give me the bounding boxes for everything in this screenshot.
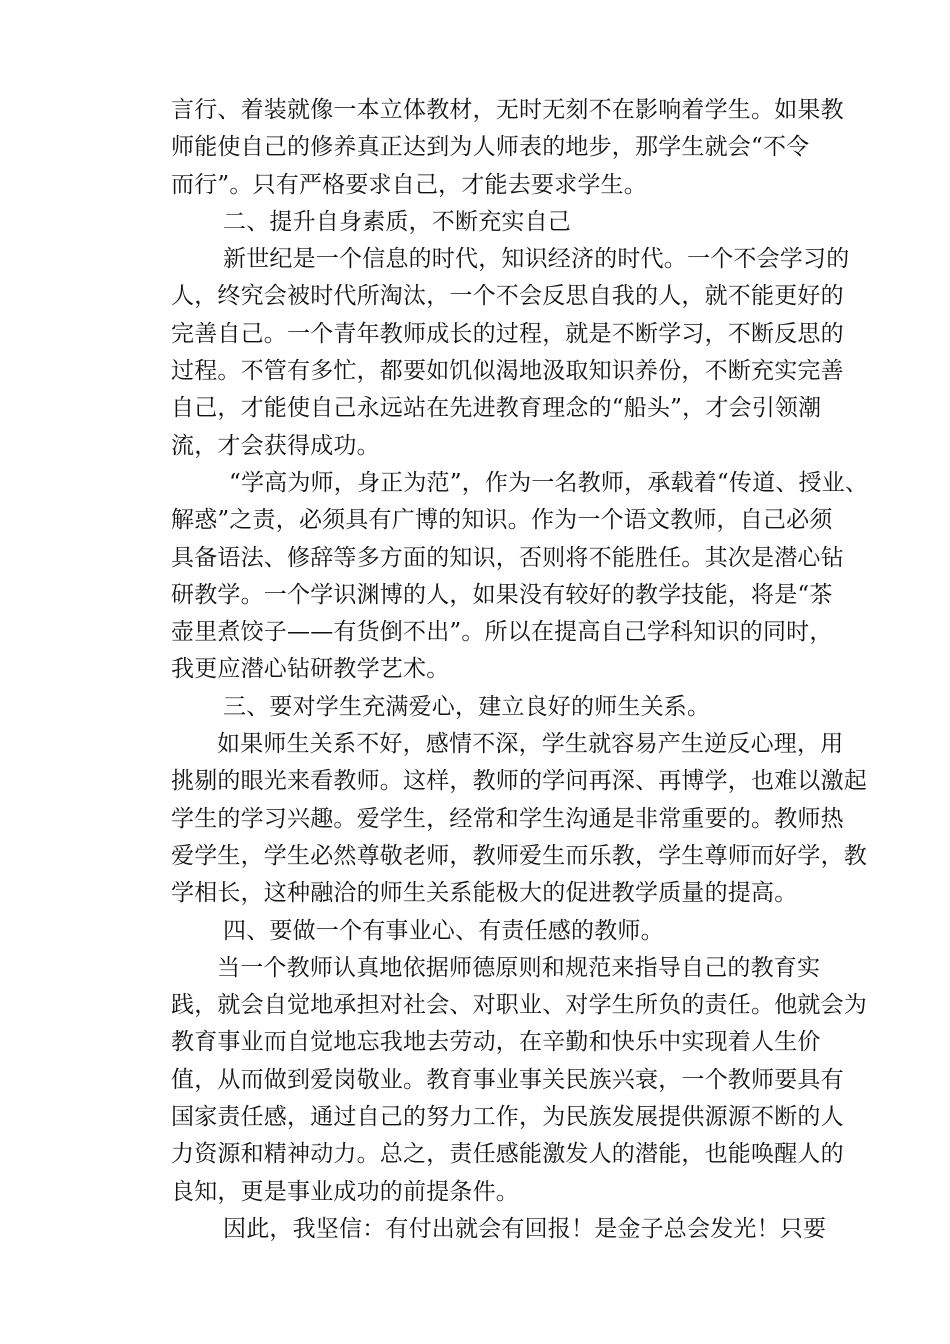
text-line: 师能使自己的修养真正达到为人师表的地步，那学生就会“不令 — [171, 134, 810, 161]
text-line: 流，才会获得成功。 — [171, 432, 380, 459]
text-line: 而行”。只有严格要求自己，才能去要求学生。 — [171, 171, 647, 198]
text-line: 爱学生，学生必然尊敬老师，教师爱生而乐教，学生尊师而好学，教 — [171, 842, 867, 869]
text-line: 因此，我坚信：有付出就会有回报！是金子总会发光！只要 — [223, 1215, 827, 1242]
text-line: 自己，才能使自己永远站在先进教育理念的“船头”，才会引领潮 — [171, 395, 822, 422]
text-line: 言行、着装就像一本立体教材，无时无刻不在影响着学生。如果教 — [171, 97, 844, 123]
text-line: 人，终究会被时代所淘汰，一个不会反思自我的人，就不能更好的 — [171, 283, 844, 310]
section-heading-3: 三、要对学生充满爱心，建立良好的师生关系。 — [223, 693, 711, 720]
text-line: 壶里煮饺子——有货倒不出”。所以在提高自己学科知识的同时， — [171, 619, 833, 646]
text-line: 如果师生关系不好，感情不深，学生就容易产生逆反心理，用 — [217, 731, 844, 758]
text-line: 挑剔的眼光来看教师。这样，教师的学问再深、再博学，也难以激起 — [171, 768, 867, 795]
text-line: 当一个教师认真地依据师德原则和规范来指导自己的教育实 — [217, 954, 821, 981]
text-line: 新世纪是一个信息的时代，知识经济的时代。一个不会学习的 — [223, 246, 850, 273]
text-line: 我更应潜心钻研教学艺术。 — [171, 656, 450, 683]
section-heading-4: 四、要做一个有事业心、有责任感的教师。 — [223, 917, 664, 944]
text-line: 值，从而做到爱岗敬业。教育事业事关民族兴衰，一个教师要具有 — [171, 1066, 844, 1093]
text-line: 教育事业而自觉地忘我地去劳动，在辛勤和快乐中实现着人生价 — [171, 1029, 821, 1056]
body-text — [171, 92, 869, 1248]
text-line: 完善自己。一个青年教师成长的过程，就是不断学习，不断反思的 — [171, 320, 844, 347]
text-line: 学相长，这种融洽的师生关系能极大的促进教学质量的提高。 — [171, 880, 798, 907]
text-line: 力资源和精神动力。总之，责任感能激发人的潜能，也能唤醒人的 — [171, 1141, 844, 1168]
text-line: 具备语法、修辞等多方面的知识，否则将不能胜任。其次是潜心钻 — [171, 544, 844, 571]
text-line: 解惑”之责，必须具有广博的知识。作为一个语文教师，自己必须 — [171, 507, 833, 534]
section-heading-2: 二、提升自身素质，不断充实自己 — [223, 208, 571, 235]
text-line: 学生的学习兴趣。爱学生，经常和学生沟通是非常重要的。教师热 — [171, 805, 844, 832]
text-line: 践，就会自觉地承担对社会、对职业、对学生所负的责任。他就会为 — [171, 992, 867, 1019]
text-line: 研教学。一个学识渊博的人，如果没有较好的教学技能，将是“茶 — [171, 581, 833, 608]
text-line: 国家责任感，通过自己的努力工作，为民族发展提供源源不断的人 — [171, 1104, 844, 1131]
text-line: 良知，更是事业成功的前提条件。 — [171, 1178, 519, 1205]
text-line: “学高为师，身正为范”，作为一名教师，承载着“传道、授业、 — [229, 469, 869, 496]
text-line: 过程。不管有多忙，都要如饥似渴地汲取知识养份，不断充实完善 — [171, 358, 844, 385]
